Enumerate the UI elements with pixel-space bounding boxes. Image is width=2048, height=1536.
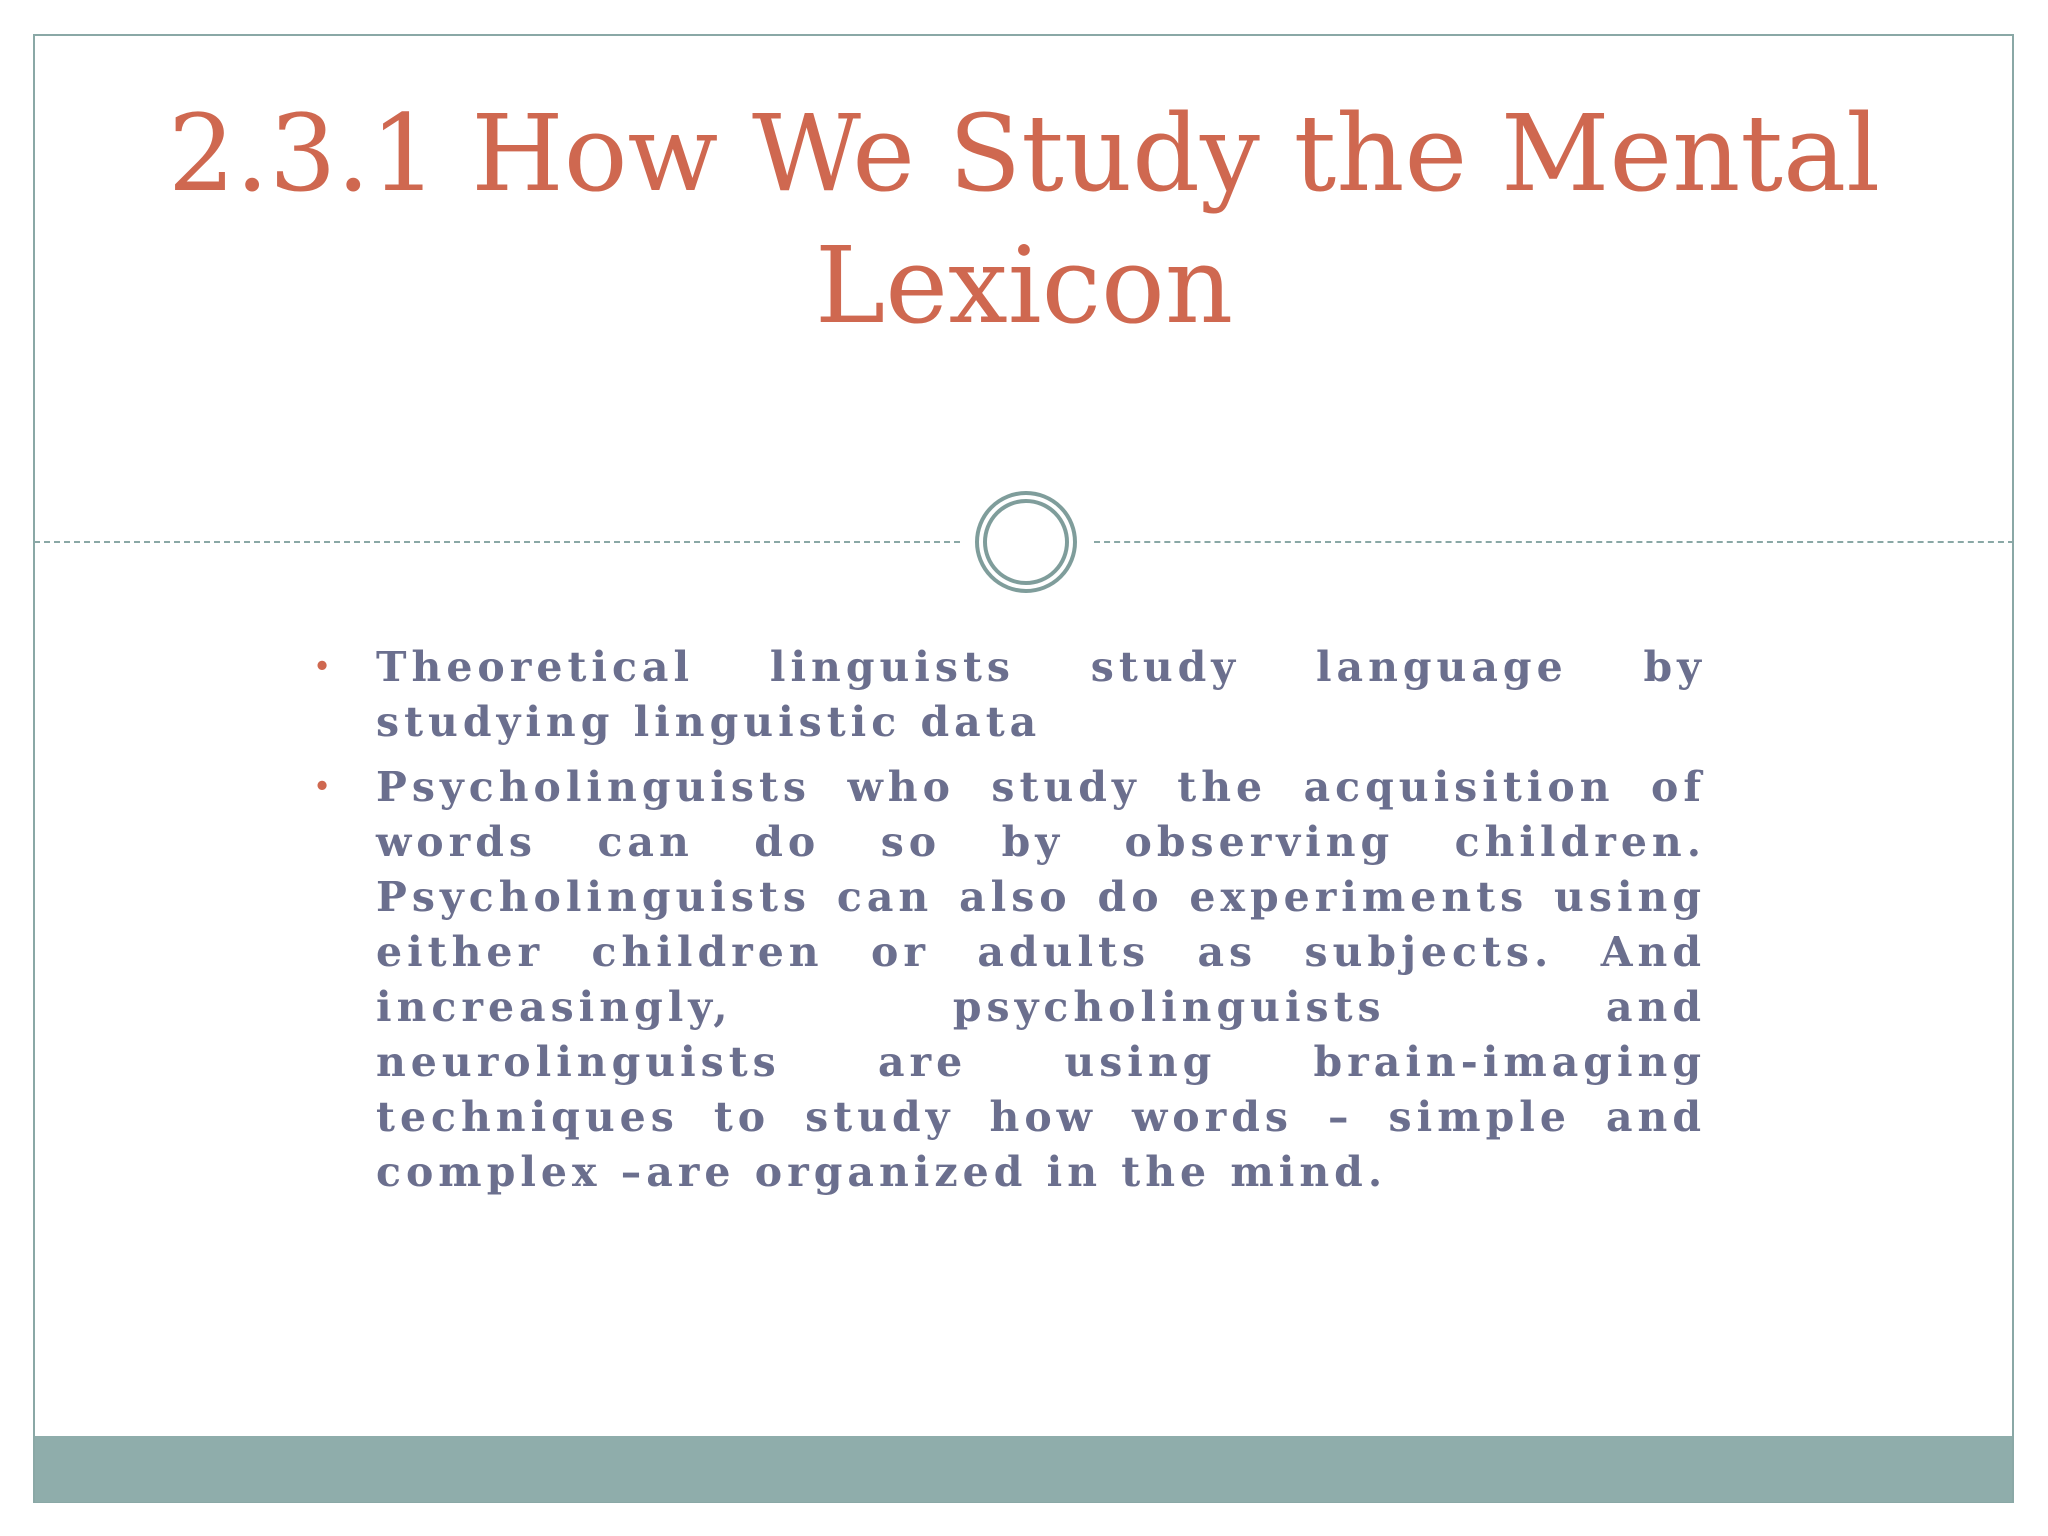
divider-line-right — [1094, 541, 2014, 543]
bullet-text: Theoretical linguists study language by studying linguistic data — [376, 643, 1706, 746]
double-circle-icon — [974, 490, 1078, 594]
bullet-item — [300, 760, 1706, 1200]
footer-band — [35, 1436, 2012, 1502]
bullet-marker: • — [313, 772, 331, 802]
bullet-item — [300, 640, 1706, 750]
bullet-marker: • — [313, 652, 331, 682]
divider-line-left — [34, 541, 960, 543]
slide-title: 2.3.1 How We Study the Mental Lexicon — [167, 92, 1881, 347]
bullet-text: Psycholinguists who study the acquisition of words can do so by observing children. Psycholinguists can also do experiments using either children or adults as subjects. And increasingly, psycholinguists and neurolinguists are using brain-imaging techniques to study how words – simple and complex –are organized in the mind. — [376, 763, 1706, 1196]
bullet-list — [300, 640, 1706, 1210]
